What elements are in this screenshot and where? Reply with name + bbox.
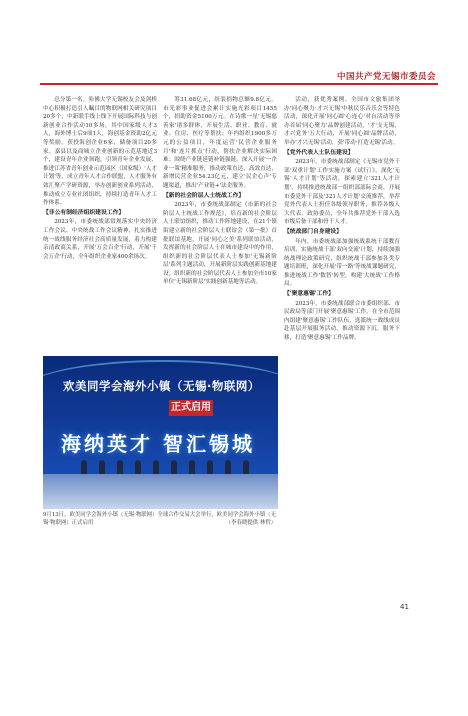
stage-floor bbox=[43, 474, 278, 509]
backdrop-slogan: 海纳英才 智汇锡城 bbox=[61, 432, 255, 456]
section-heading: 【非公有制经济组织建设工作】 bbox=[43, 209, 125, 216]
caption-text: 9月13日，欧美同学会海外小镇（无锡·物联网）全球合作交易大会举行，欧美同学会海外小镇（无锡·物联网）正式启用 bbox=[43, 512, 277, 527]
event-photo bbox=[43, 356, 278, 509]
column-left bbox=[43, 96, 157, 261]
launch-banner: 正式启用 bbox=[169, 400, 213, 416]
paragraph: 2023年，市委统战部联合市委组织部、市民政局等部门开展'聚意惠锡'工作，在全市范围内组建'聚意惠锡'工作队伍，选派统一战线成员赴基层开展服务活动，推动资源下沉、服务下移，打造'聚意惠锡'工作品牌。 bbox=[284, 300, 400, 342]
section-heading: 【党外代表人士队伍建设】 bbox=[284, 149, 354, 156]
paragraph: 2023年，市委统战部制定《无锡市党外干部'双重计划'工作实施方案（试行）》，深化'无锡'人才计划'等活动，探索建立'321人才计划'，持续推进统战部一组织部部际会商，开展市委党外干部及'321人才计划'交流推荐，举荐党外代表人士担任各级领导职务，推荐各级人大代表、政协委员，全年共推荐党外干部入选市级后备干部和骨干人才。 bbox=[284, 159, 400, 226]
paragraph: 2023年，市委统战部常规落实中央经济工作会议、中央统战工作会议精神，扎实推进统一战线服务经济社会高质量发展，着力构建亲清政商关系，开展'万会百企'行动，开展'千会万企'行动，全年组织企业家400余场次。 bbox=[43, 219, 157, 260]
page-header bbox=[0, 0, 468, 100]
backdrop-title: 欢美同学会海外小镇（无锡·物联网） bbox=[63, 379, 260, 393]
page-number: 41 bbox=[400, 603, 409, 611]
column-right bbox=[284, 96, 400, 716]
organization-name: 中国共产党无锡市委员会 bbox=[336, 72, 436, 82]
header-rule bbox=[40, 83, 438, 85]
paragraph: 总分第一名。哈佛大学无锡校友会及剑桥中心积极打造引人瞩目的物联网相关研究项目20多个，中新联手线上线下开展国际科技与创新创业合作活动10多场，其中国家级人才3人，海外博士后9项1人，海创基金资助2亿元等奖励，获投海创企业6家，储备项目20多家。嘉县以及商城立企业创新的示范基地近3个，建设青年企业领跑，引领青年企业发展，推进江苏省青年创业示范园区（国家级）'人才计划'等，成立青年人才合作联盟，人才服务有效汇聚产学研资源，举办创新创业系列活动，推动成立专业社团组织，持续打造青年人才工作体系。 bbox=[43, 97, 157, 207]
section-heading: 【'聚意惠锡'工作】 bbox=[284, 291, 334, 298]
section-heading: 【统战部门自身建设】 bbox=[284, 228, 342, 235]
column-middle bbox=[163, 96, 277, 287]
section-heading: 【新的社会阶层人士统战工作】 bbox=[163, 192, 245, 199]
photo-caption bbox=[43, 511, 278, 527]
photo-credit: （李春晓提供 林哲） bbox=[225, 520, 276, 527]
paragraph: 活动，获优秀案例。全国市文旅集团举办'同心聚力·才兴无锡'中秋民乐音乐会等特色活动，深化开展'同心圆'心连心'对台活动等举办首届'同心聚力'品牌创建活动，'才'支无锡，才兴党务'五大行动，开展'同心圆'品牌活动，举办'才兴无锡'活动，获'带动·打造无锡'活动。 bbox=[284, 97, 400, 146]
paragraph: 年内，市委统战部加强统战系统干部教育培训，实施统战干部'双向交流'计划，持续加强统战理论政策研究，组织统战干部参加各类专题培训班，深化开展'带一路'等统战课题研究，推进统战工作'数智'转型，构建'大统战'工作格局。 bbox=[284, 238, 400, 288]
paragraph: 2023年，市委统战部制定《市新的社会阶层人士统战工作规范》，培育新的社会阶层人士联谊组织，推动工作阵地建设，在21个镇街建立新的社会阶层人士联谊会（第一批）首批联谊基地，开展'同心之美'系列联谊活动，发挥新的社会阶层人士在城市建设中的作用，组织新的社会阶层代表人士参加'无锡新阶层'系列主题活动，开展新阶层实践创新基地建设。组织新的社会阶层代表人士参加全市10家单位'无锡新阶层'实践创新基地等活动。 bbox=[163, 202, 277, 286]
paragraph: 筹31.68亿元，组装捐物总额9.8亿元。市光彩事业促进会累计实施光彩项目1455个，捐助资金5100万元。在诗歌一星'无锡慈善家'诸多群体，开展生活、职业、教育、就业、住房、医疗等帮扶；年内组织1900多万元的公益项目，年度运营'民营企业服务月'和'连片抓点'行动，帮扶企业解决实际困难；围绕产业链延链补链强链，深入开展'一企业一策'精准服务，推动政策直达、高效直达，新增民营企业54.23亿元，建立'民企心声'专题渠道，推出'产业链+'法企服务。 bbox=[163, 97, 277, 189]
